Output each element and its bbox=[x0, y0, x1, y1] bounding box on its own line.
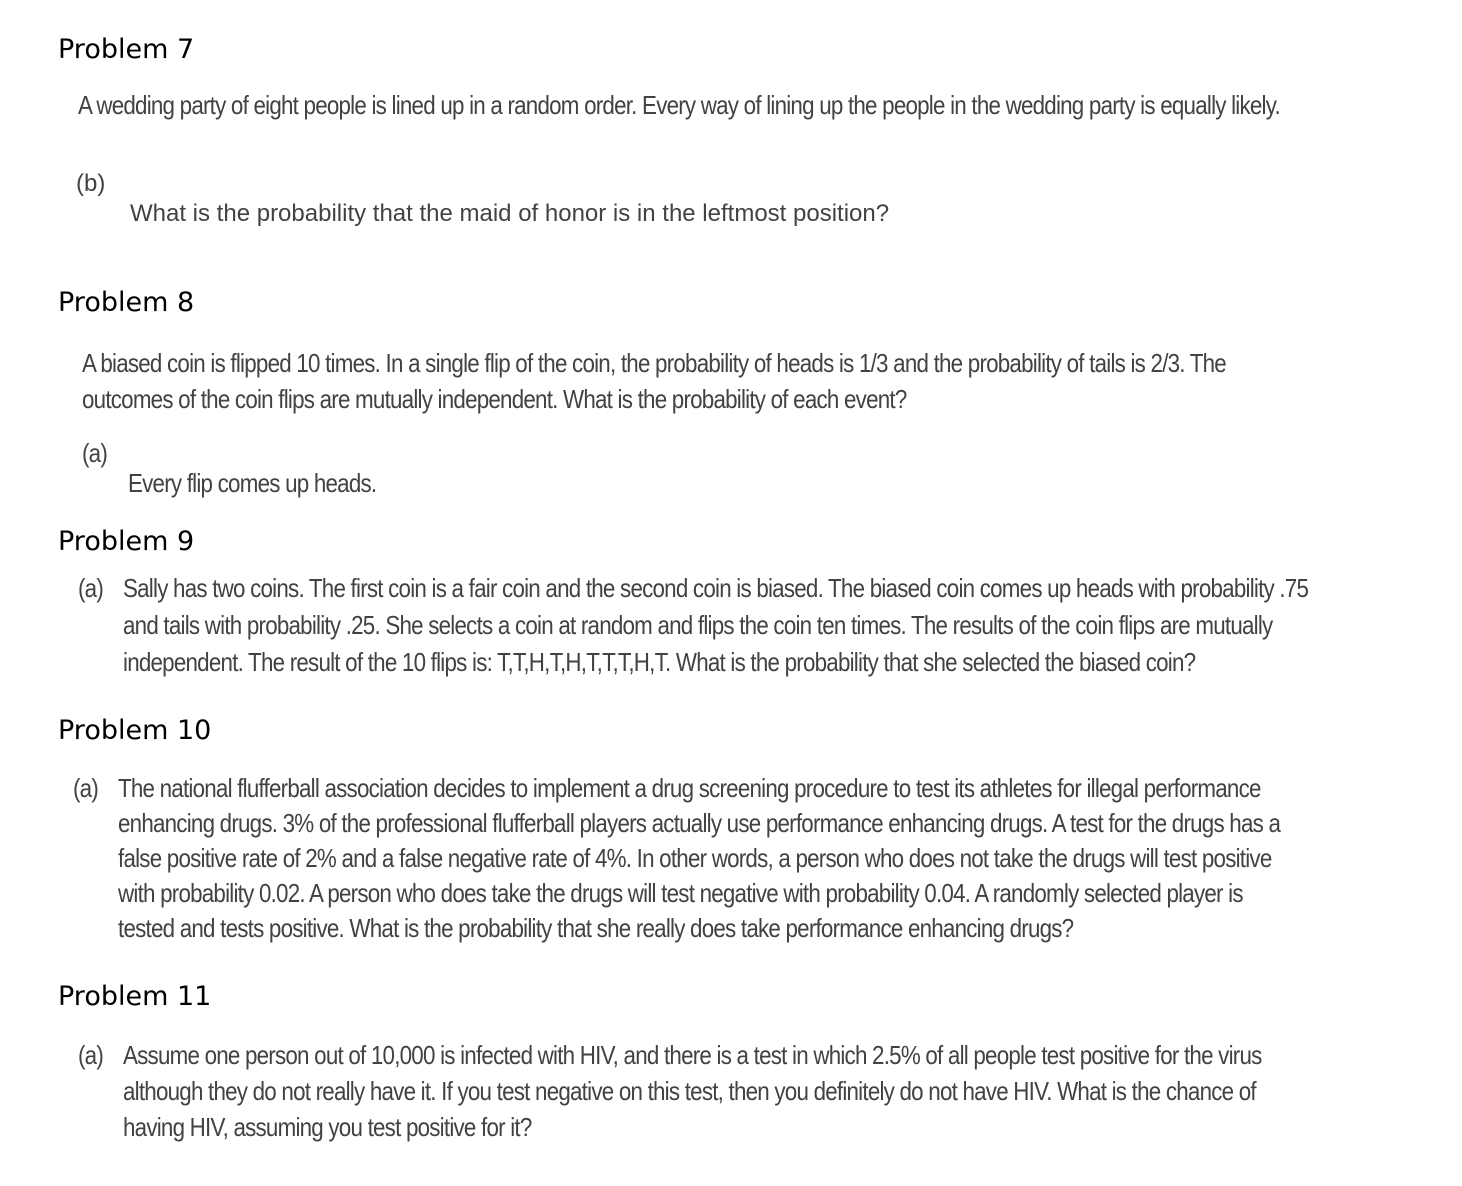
problem-9-heading: Problem 9 bbox=[58, 526, 195, 557]
problem-9-part-line: and tails with probability .25. She selects a coin at random and flips the coin ten times. The results of the coin flips are mutually bbox=[123, 610, 1273, 640]
problem-9-part-label: (a) bbox=[78, 573, 104, 603]
problem-9-part-line: Sally has two coins. The first coin is a fair coin and the second coin is biased. The biased coin comes up heads with probability .75 bbox=[123, 573, 1309, 603]
problem-8-intro-line: A biased coin is flipped 10 times. In a single flip of the coin, the probability of heads is 1/3 and the probability of tails is 2/3. The bbox=[82, 348, 1226, 378]
problem-10-part-line: false positive rate of 2% and a false negative rate of 4%. In other words, a person who does not take the drugs will test positive bbox=[118, 843, 1272, 873]
problem-8-heading: Problem 8 bbox=[58, 287, 195, 318]
problem-11-heading: Problem 11 bbox=[58, 981, 212, 1012]
problem-10-part-line: with probability 0.02. A person who does take the drugs will test negative with probability 0.04. A randomly selected player is bbox=[118, 878, 1243, 908]
problem-10-part-line: The national flufferball association decides to implement a drug screening procedure to test its athletes for illegal performance bbox=[118, 773, 1261, 803]
problem-8-part-text: Every flip comes up heads. bbox=[128, 468, 377, 498]
problem-10-part-line: tested and tests positive. What is the probability that she really does take performance enhancing drugs? bbox=[118, 913, 1074, 943]
problem-7-heading: Problem 7 bbox=[58, 34, 195, 65]
problem-10-part-label: (a) bbox=[73, 773, 99, 803]
problem-7-part-text: What is the probability that the maid of honor is in the leftmost position? bbox=[130, 200, 890, 227]
problem-11-part-label: (a) bbox=[78, 1040, 104, 1070]
problem-11-part-line: having HIV, assuming you test positive for it? bbox=[123, 1112, 532, 1142]
problem-9-part-line: independent. The result of the 10 flips is: T,T,H,T,H,T,T,T,H,T. What is the probability that she selected the biased coin? bbox=[123, 647, 1196, 677]
problem-10-heading: Problem 10 bbox=[58, 715, 212, 746]
problem-11-part-line: Assume one person out of 10,000 is infected with HIV, and there is a test in which 2.5% of all people test positive for the virus bbox=[123, 1040, 1262, 1070]
problem-8-intro-line: outcomes of the coin flips are mutually independent. What is the probability of each event? bbox=[82, 384, 907, 414]
problem-10-part-line: enhancing drugs. 3% of the professional flufferball players actually use performance enhancing drugs. A test for the drugs has a bbox=[118, 808, 1281, 838]
problem-7-intro: A wedding party of eight people is lined up in a random order. Every way of lining up the people in the wedding party is equally likely. bbox=[78, 90, 1280, 120]
problem-11-part-line: although they do not really have it. If you test negative on this test, then you definitely do not have HIV. What is the chance of bbox=[123, 1076, 1256, 1106]
problem-8-part-label: (a) bbox=[82, 438, 108, 468]
problem-7-part-label: (b) bbox=[76, 170, 106, 197]
